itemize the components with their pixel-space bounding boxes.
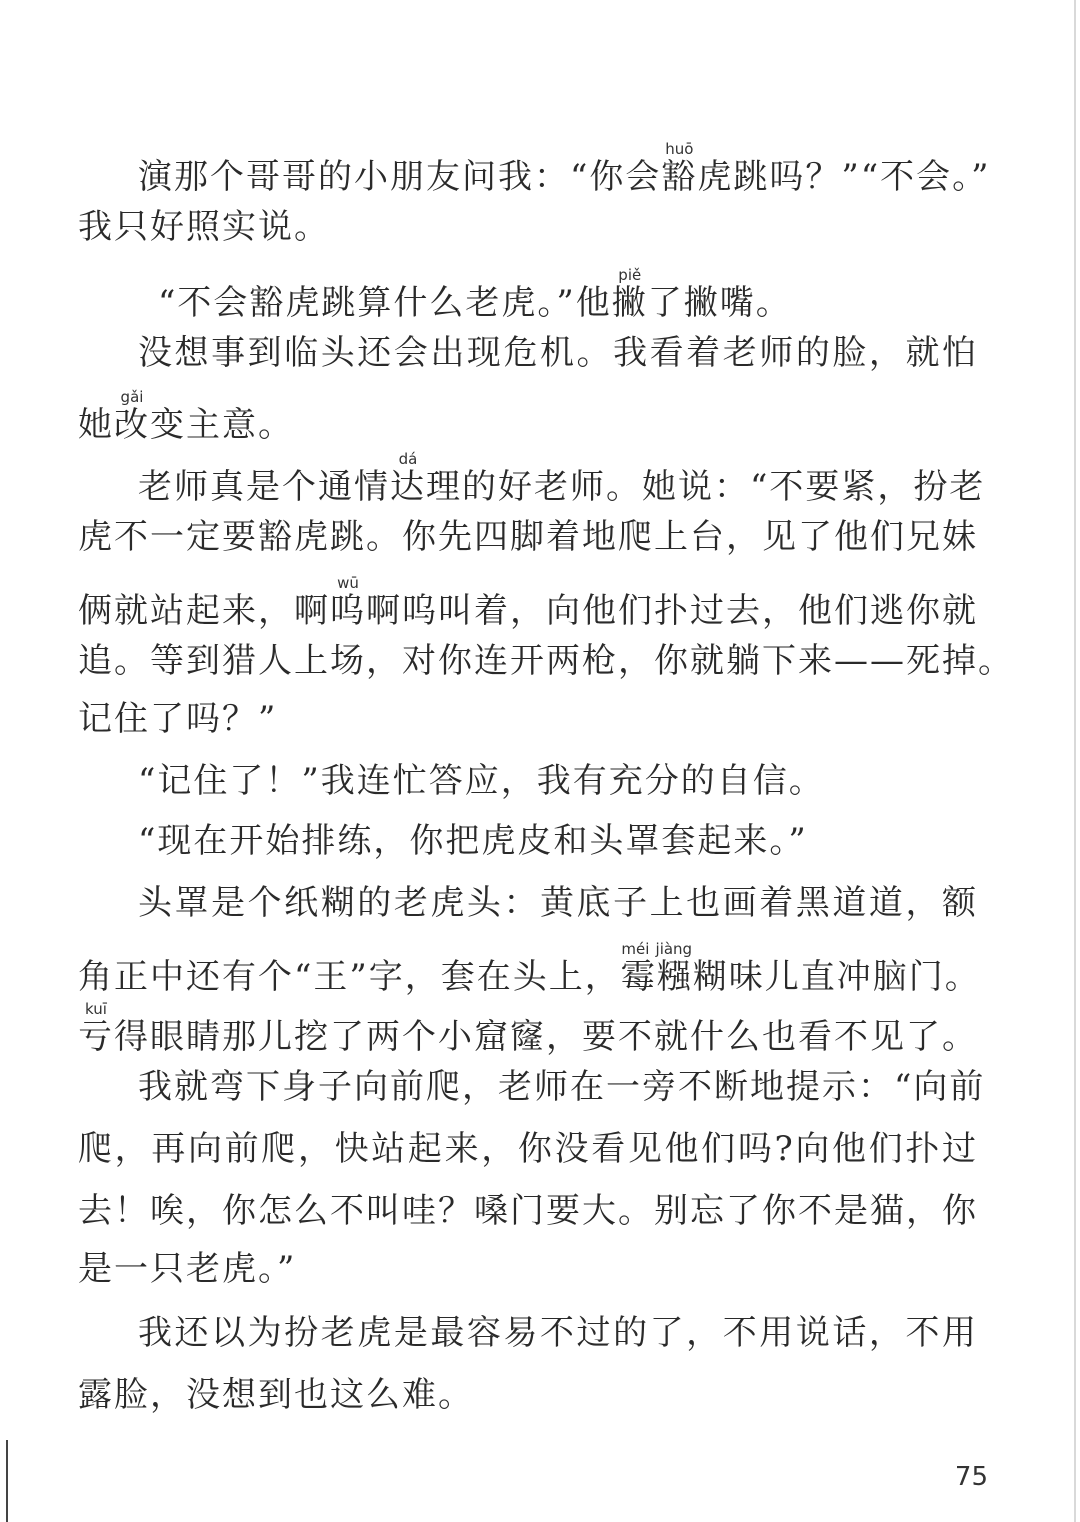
page-number: 75 — [954, 1462, 988, 1492]
text-line: “现在开始排练，你把虎皮和头罩套起来。” — [138, 821, 808, 861]
pinyin: méi jiàng — [620, 940, 693, 958]
text-segment: 啊呜叫着，向他们扑过去，他们逃你就 — [366, 591, 978, 631]
text-segment: 俩就站起来，啊 — [78, 591, 330, 631]
text-line — [138, 140, 991, 197]
ruby-annotation — [330, 574, 366, 631]
text-line: 是一只老虎。” — [78, 1249, 297, 1289]
text-line — [78, 1000, 978, 1057]
ruby-base: 亏 — [78, 1017, 114, 1057]
text-line: 虎不一定要豁虎跳。你先四脚着地爬上台，见了他们兄妹 — [78, 517, 978, 557]
text-line: 露脸，没想到也这么难。 — [78, 1375, 474, 1415]
ruby-base: 改 — [114, 405, 150, 445]
text-line: 爬，再向前爬，快站起来，你没看见他们吗?向他们扑过 — [78, 1129, 978, 1169]
pinyin: dá — [390, 450, 426, 468]
text-segment: 糊味儿直冲脑门。 — [692, 957, 981, 997]
pinyin: kuī — [78, 1000, 114, 1018]
pinyin: gǎi — [114, 388, 150, 406]
ruby-annotation — [78, 1000, 114, 1057]
binding-edge-line — [6, 1440, 8, 1522]
text-line: 追。等到猎人上场，对你连开两枪，你就躺下来——死掉。 — [78, 641, 1014, 681]
text-segment: 了撇嘴。 — [647, 283, 792, 323]
text-line — [78, 940, 981, 997]
text-line — [78, 574, 978, 631]
text-segment: 老师真是个通情 — [138, 467, 390, 507]
text-line: 头罩是个纸糊的老虎头：黄底子上也画着黑道道，额 — [138, 883, 978, 923]
ruby-base: 豁 — [661, 157, 698, 197]
text-line: 我只好照实说。 — [78, 207, 330, 247]
pinyin: wū — [330, 574, 366, 592]
page-edge-line — [1074, 0, 1076, 1522]
ruby-annotation — [390, 450, 426, 507]
ruby-annotation — [661, 140, 698, 197]
text-segment: 虎跳吗？”“不会。” — [697, 157, 991, 197]
ruby-annotation — [620, 940, 693, 997]
text-line: 记住了吗？” — [78, 699, 278, 739]
text-line: “记住了！”我连忙答应，我有充分的自信。 — [138, 761, 825, 801]
text-line — [138, 450, 986, 507]
text-line: 我还以为扮老虎是最容易不过的了，不用说话，不用 — [138, 1313, 978, 1353]
ruby-annotation — [611, 266, 648, 323]
ruby-base: 达 — [390, 467, 426, 507]
text-line — [78, 388, 294, 445]
text-segment: 理的好老师。她说：“不要紧，扮老 — [426, 467, 986, 507]
text-line: 我就弯下身子向前爬，老师在一旁不断地提示：“向前 — [138, 1067, 986, 1107]
text-segment: 她 — [78, 405, 114, 445]
text-line: 没想事到临头还会出现危机。我看着老师的脸，就怕 — [138, 333, 978, 373]
pinyin: piě — [611, 266, 648, 284]
ruby-base: 撇 — [611, 283, 648, 323]
text-segment: 得眼睛那儿挖了两个小窟窿，要不就什么也看不见了。 — [114, 1017, 978, 1057]
pinyin: huō — [661, 140, 698, 158]
text-line: 去！唉，你怎么不叫哇？嗓门要大。别忘了你不是猫，你 — [78, 1191, 978, 1231]
text-segment: 角正中还有个“王”字，套在头上， — [78, 957, 621, 997]
ruby-annotation — [114, 388, 150, 445]
text-segment: 演那个哥哥的小朋友问我：“你会 — [138, 157, 662, 197]
text-segment: 变主意。 — [150, 405, 294, 445]
text-segment: “不会豁虎跳算什么老虎。”他 — [158, 283, 612, 323]
text-line — [158, 266, 792, 323]
ruby-base: 呜 — [330, 591, 366, 631]
ruby-base: 霉糨 — [620, 957, 693, 997]
